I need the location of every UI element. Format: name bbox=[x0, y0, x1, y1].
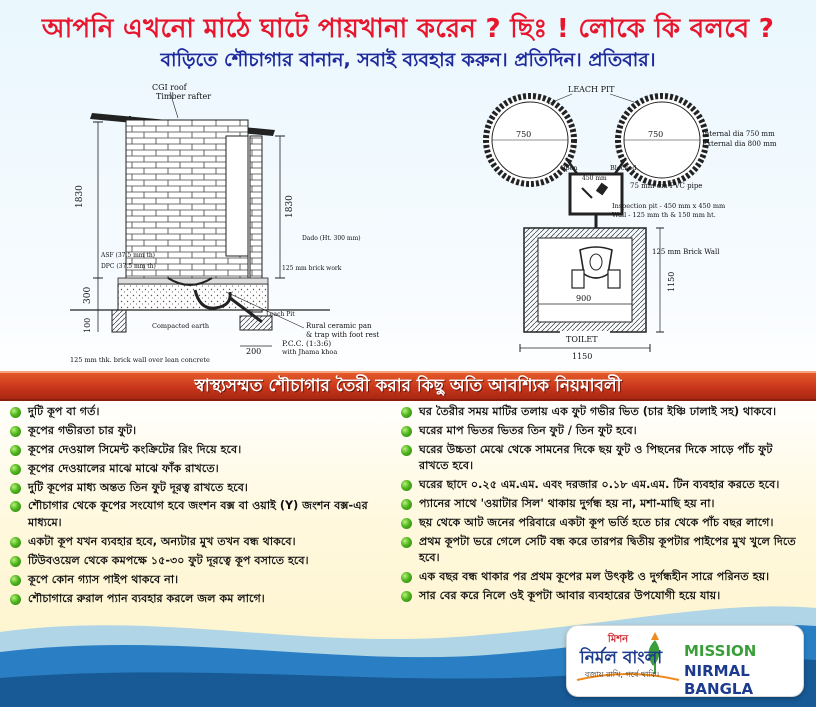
label-inspection-pit-1: Inspection pit - 450 mm x 450 mm bbox=[612, 202, 726, 210]
bullet-icon bbox=[401, 480, 412, 491]
list-item: ঘর তৈরীর সময় মাটির তলায় এক ফুট গভীর ভিত (চার ইঞ্চি ঢালাই সহ) থাকবে। bbox=[399, 404, 804, 421]
label-depth-1150: 1150 bbox=[667, 271, 676, 292]
list-item: এক বছর বন্ধ থাকার পর প্রথম কূপের মল উৎকৃষ্ট ও দুর্গন্ধহীন সারে পরিনত হয়। bbox=[399, 569, 804, 586]
list-item: কূপের দেওয়াল সিমেন্ট কংক্রিটের রিং দিয়ে হবে। bbox=[8, 442, 392, 459]
bullet-icon bbox=[10, 501, 21, 512]
bullet-icon bbox=[401, 445, 412, 456]
list-item: টিউবওয়েল থেকে কমপক্ষে ১৫-৩০ ফুট দূরত্বে কূপ বসাতে হবে। bbox=[8, 553, 392, 570]
bullet-icon bbox=[10, 426, 21, 437]
bullet-icon bbox=[10, 556, 21, 567]
bullet-icon bbox=[10, 407, 21, 418]
label-pit-left-dim: 750 bbox=[516, 130, 532, 139]
logo-text-mission-bn: মিশন bbox=[607, 634, 629, 645]
logo-tagline: বজায় রাখি, গর্বে থাকি। bbox=[584, 670, 660, 679]
list-item: প্রথম কূপটা ভরে গেলে সেটি বন্ধ করে তারপর দ্বিতীয় কূপটার পাইপের মুখ খুলে দিতে হবে। bbox=[399, 534, 804, 567]
logo-text-nirmal-bangla: NIRMAL BANGLA bbox=[684, 662, 754, 698]
list-item: একটা কূপ যখন ব্যবহার হবে, অন্যটার মুখ তখন বন্ধ থাকবে। bbox=[8, 534, 392, 551]
label-cgi-roof: CGI roof bbox=[152, 83, 187, 92]
bullet-icon bbox=[401, 572, 412, 583]
list-item: ঘরের উচ্চতা মেঝে থেকে সামনের দিকে ছয় ফুট ও পিছনের দিকে সাড়ে পাঁচ ফুট রাখতে হবে। bbox=[399, 442, 804, 475]
section-elevation bbox=[70, 83, 379, 364]
label-leach-pit-small: Leach Pit bbox=[266, 311, 295, 318]
label-external-dia: External dia 800 mm bbox=[702, 140, 777, 148]
bullet-icon bbox=[10, 464, 21, 475]
list-item: প্যানের সাথে 'ওয়াটার সিল' থাকায় দুর্গন্ধ হয় না, মশা-মাছি হয় না। bbox=[399, 496, 804, 513]
bullet-icon bbox=[401, 499, 412, 510]
mission-nirmal-bangla-logo bbox=[566, 625, 804, 697]
label-pvc-pipe: 75 mm dia PVC pipe bbox=[630, 182, 703, 190]
list-item: ঘরের ছাদে ০.২৫ এম.এম. এবং দরজার ০.১৮ এম.এম. টিন ব্যবহার করতে হবে। bbox=[399, 477, 804, 494]
label-width-1150: 1150 bbox=[572, 352, 593, 361]
label-inspection-450: 450 mm bbox=[582, 175, 607, 182]
bullet-icon bbox=[401, 426, 412, 437]
subline: বাড়িতে শৌচাগার বানান, সবাই ব্যবহার করুন। প্রতিদিন। প্রতিবার। bbox=[160, 49, 656, 71]
list-item: দুটি কূপের মাধ্য অন্তত তিন ফুট দূরত্ব রাখতে হবে। bbox=[8, 480, 392, 497]
label-toilet: TOILET bbox=[566, 335, 598, 344]
list-item: কূপে কোন গ্যাস পাইপ থাকবে না। bbox=[8, 572, 392, 589]
bullet-icon bbox=[401, 537, 412, 548]
label-height-300: 300 bbox=[83, 286, 93, 304]
label-open: Open bbox=[560, 164, 578, 172]
rules-banner: স্বাস্থ্যসম্মত শৌচাগার তৈরী করার কিছু অতি আবশ্যিক নিয়মাবলী bbox=[0, 371, 816, 401]
label-width-900: 900 bbox=[576, 294, 592, 303]
plan-view bbox=[486, 85, 777, 361]
label-inspection-pit-2: Wall - 125 mm th & 150 mm ht. bbox=[612, 211, 716, 219]
label-pcc-2: with Jhama khoa bbox=[282, 348, 338, 356]
list-item: শৌচাগারে রুরাল প্যান ব্যবহার করলে জল কম লাগে। bbox=[8, 591, 392, 608]
bullet-icon bbox=[401, 407, 412, 418]
bullet-icon bbox=[10, 483, 21, 494]
label-internal-dia: Internal dia 750 mm bbox=[702, 130, 775, 138]
headline: আপনি এখনো মাঠে ঘাটে পায়খানা করেন ? ছিঃ ! লোকে কি বলবে ? bbox=[41, 14, 775, 44]
rules-list-right bbox=[399, 404, 804, 607]
label-rural-pan-2: & trap with foot rest bbox=[306, 331, 380, 339]
bullet-icon bbox=[10, 575, 21, 586]
list-item: সার বের করে নিলে ওই কূপটা আবার ব্যবহারের উপযোগী হয়ে যায়। bbox=[399, 588, 804, 605]
label-width-200: 200 bbox=[246, 347, 262, 356]
label-brick-work: 125 mm brick work bbox=[282, 265, 342, 272]
label-pcc-1: P.C.C. (1:3:6) bbox=[282, 339, 332, 348]
label-dado: Dado (Ht. 300 mm) bbox=[302, 235, 361, 242]
list-item: ঘরের মাপ ভিতর ভিতর তিন ফুট / তিন ফুট হবে। bbox=[399, 423, 804, 440]
label-compacted-earth: Compacted earth bbox=[152, 322, 210, 330]
label-dpc: DPC (37.5 mm th) bbox=[101, 263, 156, 270]
technical-drawing bbox=[0, 78, 816, 368]
label-rural-pan-1: Rural ceramic pan bbox=[306, 322, 372, 330]
list-item: কূপের দেওয়ালের মাঝে মাঝে ফাঁক রাখতে। bbox=[8, 461, 392, 478]
label-timber-rafter: Timber rafter bbox=[156, 92, 212, 101]
list-item: ছয় থেকে আট জনের পরিবারে একটা কূপ ভর্তি হতে চার থেকে পাঁচ বছর লাগে। bbox=[399, 515, 804, 532]
logo-text-mission: MISSION bbox=[684, 642, 757, 660]
label-asf: ASF (37.5 mm th) bbox=[101, 252, 156, 259]
bullet-icon bbox=[401, 518, 412, 529]
label-footing: 125 mm thk. brick wall over lean concrete bbox=[70, 356, 210, 364]
label-leach-pit: LEACH PIT bbox=[568, 85, 615, 94]
list-item: দুটি কূপ বা গর্ত। bbox=[8, 404, 392, 421]
rules-list-left bbox=[8, 404, 392, 609]
label-blocked: Blocked bbox=[610, 164, 637, 172]
bullet-icon bbox=[10, 537, 21, 548]
label-height-1830-right: 1830 bbox=[285, 195, 295, 218]
label-brick-wall: 125 mm Brick Wall bbox=[652, 248, 720, 256]
list-item: কূপের গভীরতা চার ফুট। bbox=[8, 423, 392, 440]
label-pit-right-dim: 750 bbox=[648, 130, 664, 139]
logo-text-nirmal-bangla-bn: নির্মল বাংলা bbox=[579, 648, 663, 668]
label-height-100: 100 bbox=[83, 317, 92, 333]
bullet-icon bbox=[10, 445, 21, 456]
label-height-1830-left: 1830 bbox=[75, 185, 85, 208]
list-item: শৌচাগার থেকে কূপের সংযোগ হবে জংশন বক্স বা ওয়াই (Y) জংশন বক্স-এর মাধ্যমে। bbox=[8, 498, 392, 531]
